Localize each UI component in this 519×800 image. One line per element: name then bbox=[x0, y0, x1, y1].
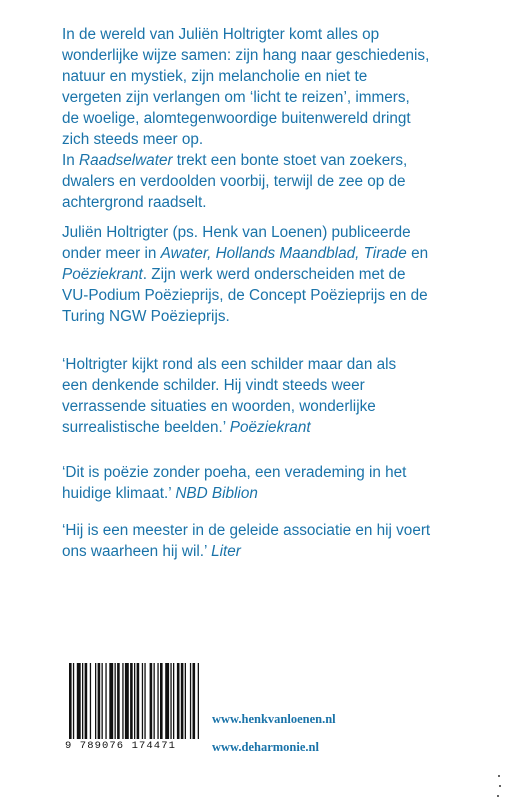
synopsis-line: wonderlijke wijze samen: zijn hang naar geschiedenis, bbox=[62, 47, 430, 64]
barcode-bar bbox=[190, 663, 191, 739]
speck bbox=[497, 795, 499, 797]
synopsis-line: zich steeds meer op. bbox=[62, 131, 204, 148]
barcode-bar bbox=[193, 663, 196, 739]
barcode-bar bbox=[102, 663, 103, 739]
barcode-bar bbox=[130, 663, 133, 739]
book-title: Raadselwater bbox=[79, 152, 173, 169]
synopsis-line: In bbox=[62, 152, 80, 169]
quote-line: huidige klimaat.’ bbox=[62, 485, 176, 502]
barcode-bar bbox=[115, 663, 116, 739]
barcode-bar bbox=[125, 663, 129, 739]
barcode-bar bbox=[122, 663, 123, 739]
synopsis-paragraph bbox=[62, 24, 502, 213]
barcode-bar bbox=[160, 663, 163, 739]
bio-line: Turing NGW Poëzieprijs. bbox=[62, 308, 230, 325]
quote-source: Liter bbox=[211, 543, 241, 560]
barcode-bar bbox=[98, 663, 101, 739]
bio-line: en bbox=[406, 245, 429, 262]
review-quote bbox=[62, 354, 502, 438]
author-bio-paragraph bbox=[62, 222, 502, 327]
synopsis-line: trekt een bonte stoet van zoekers, bbox=[172, 152, 408, 169]
barcode-bar bbox=[105, 663, 106, 739]
barcode-bar bbox=[170, 663, 171, 739]
barcode-bar bbox=[185, 663, 186, 739]
barcode-bar bbox=[90, 663, 91, 739]
barcode-bar bbox=[198, 663, 199, 739]
barcode-bar bbox=[82, 663, 83, 739]
barcode-bar bbox=[173, 663, 174, 739]
synopsis-line: de woelige, alomtegenwoordige buitenwereld dringt bbox=[62, 110, 411, 127]
synopsis-line: achtergrond raadselt. bbox=[62, 194, 207, 211]
quote-line: ‘Dit is poëzie zonder poeha, een verademing in het bbox=[62, 464, 407, 481]
barcode-bar bbox=[69, 663, 72, 739]
bio-line: Juliën Holtrigter (ps. Henk van Loenen) publiceerde bbox=[62, 224, 411, 241]
quote-line: verrassende situaties en woorden, wonderlijke bbox=[62, 398, 376, 415]
synopsis-line: dwalers en verdoolden voorbij, terwijl de zee op de bbox=[62, 173, 406, 190]
barcode-bar bbox=[165, 663, 169, 739]
barcode-bar bbox=[177, 663, 180, 739]
quote-line: een denkende schilder. Hij vindt steeds weer bbox=[62, 377, 365, 394]
quote-line: ‘Hij is een meester in de geleide associatie en hij voert bbox=[62, 522, 431, 539]
review-quote bbox=[62, 462, 502, 504]
barcode-bar bbox=[157, 663, 158, 739]
synopsis-line: In de wereld van Juliën Holtrigter komt alles op bbox=[62, 26, 380, 43]
barcode-bar bbox=[117, 663, 120, 739]
website-list bbox=[212, 705, 336, 761]
speck bbox=[499, 785, 501, 787]
isbn-number: 9 789076 174471 bbox=[65, 740, 177, 752]
synopsis-line: vergeten zijn verlangen om ‘licht te reizen’, immers, bbox=[62, 89, 410, 106]
quote-line: ‘Holtrigter kijkt rond als een schilder maar dan als bbox=[62, 356, 397, 373]
barcode-bar bbox=[77, 663, 81, 739]
author-website-link[interactable]: www.henkvanloenen.nl bbox=[212, 712, 336, 726]
barcode-bar bbox=[109, 663, 113, 739]
barcode-bars bbox=[59, 661, 205, 741]
bio-line: onder meer in bbox=[62, 245, 161, 262]
barcode-bar bbox=[95, 663, 96, 739]
magazine-name: Poëziekrant bbox=[62, 266, 143, 283]
quote-source: NBD Biblion bbox=[175, 485, 258, 502]
review-quote bbox=[62, 520, 502, 562]
bio-line: . Zijn werk werd onderscheiden met de bbox=[142, 266, 406, 283]
speck bbox=[498, 775, 500, 777]
quote-source: Poëziekrant bbox=[229, 419, 311, 436]
barcode-bar bbox=[144, 663, 145, 739]
bio-line: VU-Podium Poëzieprijs, de Concept Poëzieprijs en de bbox=[62, 287, 428, 304]
barcode-bar bbox=[85, 663, 88, 739]
publisher-website-link[interactable]: www.deharmonie.nl bbox=[212, 740, 319, 754]
synopsis-line: natuur en mystiek, zijn melancholie en niet te bbox=[62, 68, 368, 85]
barcode-bar bbox=[142, 663, 143, 739]
magazine-names: Awater, Hollands Maandblad, Tirade bbox=[160, 245, 407, 262]
quote-line: ons waarheen hij wil.’ bbox=[62, 543, 212, 560]
barcode-bar bbox=[137, 663, 140, 739]
barcode-bar bbox=[134, 663, 135, 739]
barcode-bar bbox=[154, 663, 155, 739]
barcode-bar bbox=[181, 663, 184, 739]
quote-line: surrealistische beelden.’ bbox=[62, 419, 230, 436]
barcode-bar bbox=[73, 663, 74, 739]
barcode-bar bbox=[150, 663, 153, 739]
